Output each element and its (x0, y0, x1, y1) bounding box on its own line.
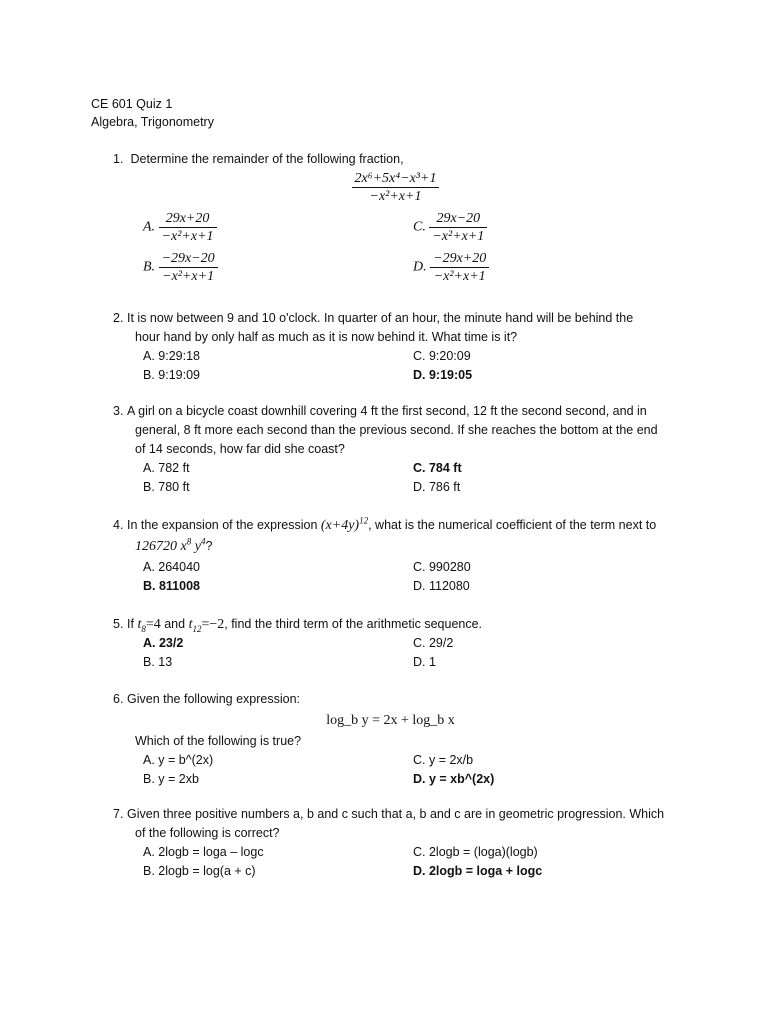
question-text-continued: of 14 seconds, how far did she coast? (135, 442, 345, 456)
term-line (113, 535, 678, 558)
option-denominator: −x²+x+1 (162, 269, 215, 284)
option-b (143, 250, 218, 285)
option-a: A. 23/2 (143, 636, 184, 650)
fraction-denominator: −x²+x+1 (369, 189, 422, 204)
option-d: D. 112080 (413, 579, 470, 593)
option-c: C. y = 2x/b (413, 753, 474, 767)
option-letter: A. (143, 219, 156, 235)
question-text-after: , what is the numerical coefficient of the term next to (368, 518, 657, 532)
question-number: 6. (113, 692, 124, 706)
t12-subscript: 12 (192, 623, 202, 634)
t8-value: =4 (145, 617, 161, 632)
question-number: 7. (113, 807, 124, 821)
question-7 (113, 805, 678, 881)
option-numerator: −29x−20 (159, 250, 218, 268)
question-mark: ? (205, 539, 213, 553)
question-text: Given the following expression: (127, 692, 301, 706)
question-5 (113, 615, 678, 672)
option-d: D. 2logb = loga + logc (413, 864, 543, 878)
option-denominator: −x²+x+1 (161, 229, 214, 244)
option-numerator: −29x+20 (430, 250, 489, 268)
question-1-fraction (113, 170, 678, 205)
option-letter: D. (413, 259, 427, 275)
question-text-after: , find the third term of the arithmetic sequence. (224, 617, 483, 631)
question-6 (113, 690, 678, 789)
question-number: 1. (113, 152, 124, 166)
question-text: In the expansion of the expression (127, 518, 318, 532)
term-coefficient: 126720 (135, 539, 177, 554)
option-c (413, 210, 487, 245)
term-x-exponent: 8 (186, 536, 192, 547)
option-c: C. 990280 (413, 560, 471, 574)
option-a: A. 2logb = loga – logc (143, 845, 264, 859)
t8-subscript: 8 (141, 623, 146, 634)
t12-term: $t_{12}=-2$ (188, 617, 225, 634)
question-text: A girl on a bicycle coast downhill covering 4 ft the first second, 12 ft the second second, and in (127, 404, 647, 418)
option-denominator: −x²+x+1 (433, 269, 486, 284)
quiz-subtitle: Algebra, Trigonometry (91, 115, 214, 129)
option-b: B. 9:19:09 (143, 368, 200, 382)
option-c: C. 784 ft (413, 461, 462, 475)
question-text: It is now between 9 and 10 o'clock. In quarter of an hour, the minute hand will be behind the (127, 311, 634, 325)
expression (320, 515, 369, 533)
question-3 (113, 402, 678, 497)
option-d: D. 1 (413, 655, 436, 669)
question-prompt: Which of the following is true? (135, 734, 302, 748)
question-text-continued: general, 8 ft more each second than the previous second. If she reaches the bottom at the end (135, 423, 658, 437)
question-text: Given three positive numbers a, b and c such that a, b and c are in geometric progression. Which (127, 807, 665, 821)
term-y-exponent: 4 (200, 536, 206, 547)
option-a (143, 210, 217, 245)
expression-base: (x+4y) (320, 518, 360, 533)
expression-exponent: 12 (359, 515, 369, 526)
equation (103, 709, 678, 732)
option-a: A. 782 ft (143, 461, 190, 475)
option-b: B. 2logb = log(a + c) (143, 864, 256, 878)
fraction-numerator: 2x⁶+5x⁴−x³+1 (352, 170, 440, 188)
option-a: A. y = b^(2x) (143, 753, 214, 767)
question-text: If (127, 617, 134, 631)
option-letter: C. (413, 219, 426, 235)
option-denominator: −x²+x+1 (432, 229, 485, 244)
question-text-continued: hour hand by only half as much as it is now behind it. What time is it? (135, 330, 518, 344)
t12-value: =−2 (201, 617, 225, 632)
option-d (413, 250, 489, 285)
option-numerator: 29x−20 (429, 210, 487, 228)
option-d: D. 9:19:05 (413, 368, 473, 382)
option-b: B. y = 2xb (143, 772, 199, 786)
question-2 (113, 309, 678, 385)
question-number: 3. (113, 404, 124, 418)
conjunction: and (164, 617, 186, 631)
question-number: 2. (113, 311, 124, 325)
t8-term: $t_8=4$ (137, 617, 161, 634)
option-d: D. y = xb^(2x) (413, 772, 495, 786)
quiz-title: CE 601 Quiz 1 (91, 97, 173, 111)
question-number: 5. (113, 617, 124, 631)
option-b: B. 811008 (143, 579, 200, 593)
question-text-continued: of the following is correct? (135, 826, 280, 840)
question-4 (113, 516, 678, 596)
option-numerator: 29x+20 (159, 210, 217, 228)
option-b: B. 780 ft (143, 480, 190, 494)
question-text: Determine the remainder of the following fraction, (130, 152, 404, 166)
option-letter: B. (143, 259, 156, 275)
option-a: A. 9:29:18 (143, 349, 200, 363)
question-number: 4. (113, 518, 124, 532)
equation-text: log_b y = 2x + log_b x (326, 713, 455, 728)
option-c: C. 29/2 (413, 636, 454, 650)
option-d: D. 786 ft (413, 480, 461, 494)
option-a: A. 264040 (143, 560, 200, 574)
term: 126720 $x^8$ $y^4$ (135, 536, 206, 554)
option-c: C. 9:20:09 (413, 349, 471, 363)
option-b: B. 13 (143, 655, 173, 669)
question-1 (113, 150, 678, 284)
option-c: C. 2logb = (loga)(logb) (413, 845, 538, 859)
